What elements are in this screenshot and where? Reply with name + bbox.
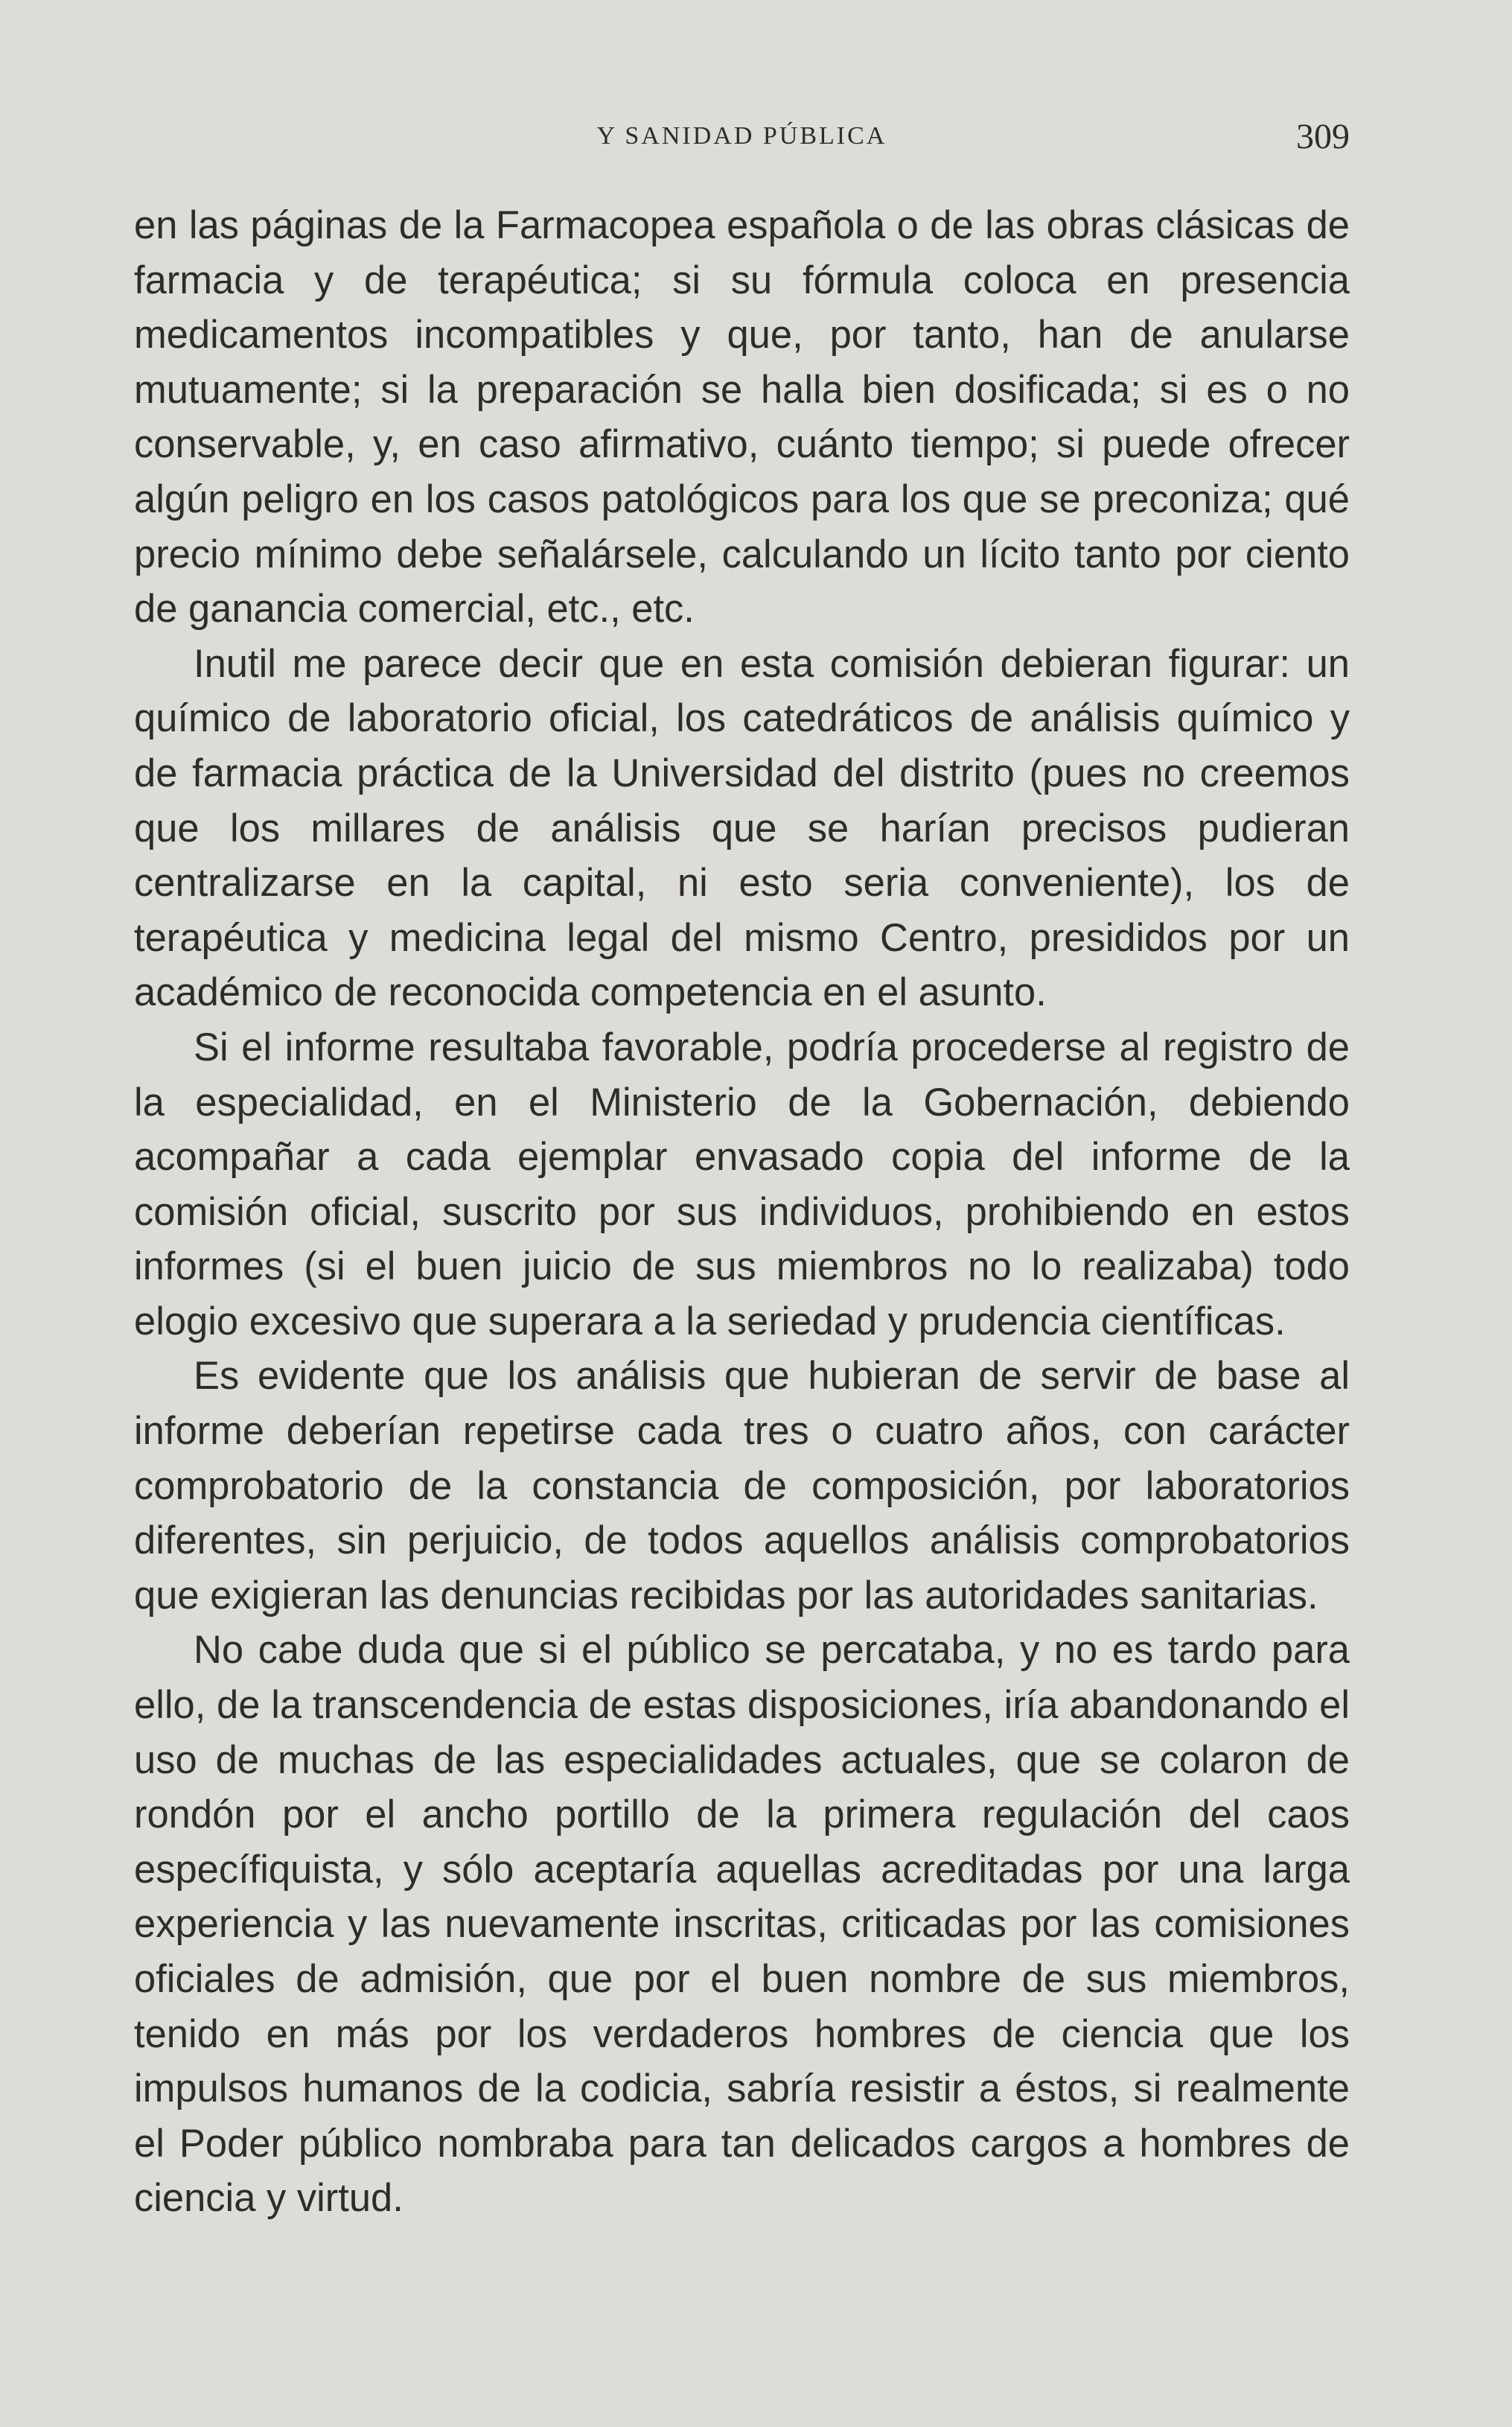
body-text xyxy=(134,198,1350,2226)
paragraph: Inutil me parece decir que en esta comisión debieran figurar: un químico de laboratorio oficial, los catedráticos de análisis químico y de farmacia práctica de la Universidad del distrito (pues no creemos que los millares de análisis que se harían precisos pudieran centralizarse en la capital, ni esto seria conveniente), los de terapéutica y medicina legal del mismo Centro, presididos por un académico de reconocida competencia en el asunto. xyxy=(134,641,1350,1015)
paragraph-continued: en las páginas de la Farmacopea española o de las obras clásicas de farmacia y de terapéutica; si su fórmula coloca en presencia medicamentos incompatibles y que, por tanto, han de anularse mutuamente; si la preparación se halla bien dosificada; si es o no conservable, y, en caso afirmativo, cuánto tiempo; si puede ofrecer algún peligro en los casos patológicos para los que se preconiza; qué precio mínimo debe señalársele, calculando un lícito tanto por ciento de ganancia comercial, etc., etc. xyxy=(134,203,1350,632)
page-number: 309 xyxy=(1296,117,1350,156)
paragraph: No cabe duda que si el público se percataba, y no es tardo para ello, de la transcendencia de estas disposiciones, iría abandonando el uso de muchas de las especialidades actuales, que se colaron de rondón por el ancho portillo de la primera regulación del caos específiquista, y sólo aceptaría aquellas acreditadas por una larga experiencia y las nuevamente inscritas, criticadas por las comisiones oficiales de admisión, que por el buen nombre de sus miembros, tenido en más por los verdaderos hombres de ciencia que los impulsos humanos de la codicia, sabría resistir a éstos, si realmente el Poder público nombraba para tan delicados cargos a hombres de ciencia y virtud. xyxy=(134,1628,1350,2221)
paragraph: Es evidente que los análisis que hubieran de servir de base al informe deberían repetirse cada tres o cuatro años, con carácter comprobatorio de la constancia de composición, por laboratorios diferentes, sin perjuicio, de todos aquellos análisis comprobatorios que exigieran las denuncias recibidas por las autoridades sanitarias. xyxy=(134,1354,1350,1618)
running-head xyxy=(134,116,1350,161)
paragraph: Si el informe resultaba favorable, podría procederse al registro de la especialidad, en el Ministerio de la Gobernación, debiendo acompañar a cada ejemplar envasado copia del informe de la comisión oficial, suscrito por sus individuos, prohibiendo en estos informes (si el buen juicio de sus miembros no lo realizaba) todo elogio excesivo que superara a la seriedad y prudencia científicas. xyxy=(134,1025,1350,1343)
running-title: Y SANIDAD PÚBLICA xyxy=(596,122,887,150)
